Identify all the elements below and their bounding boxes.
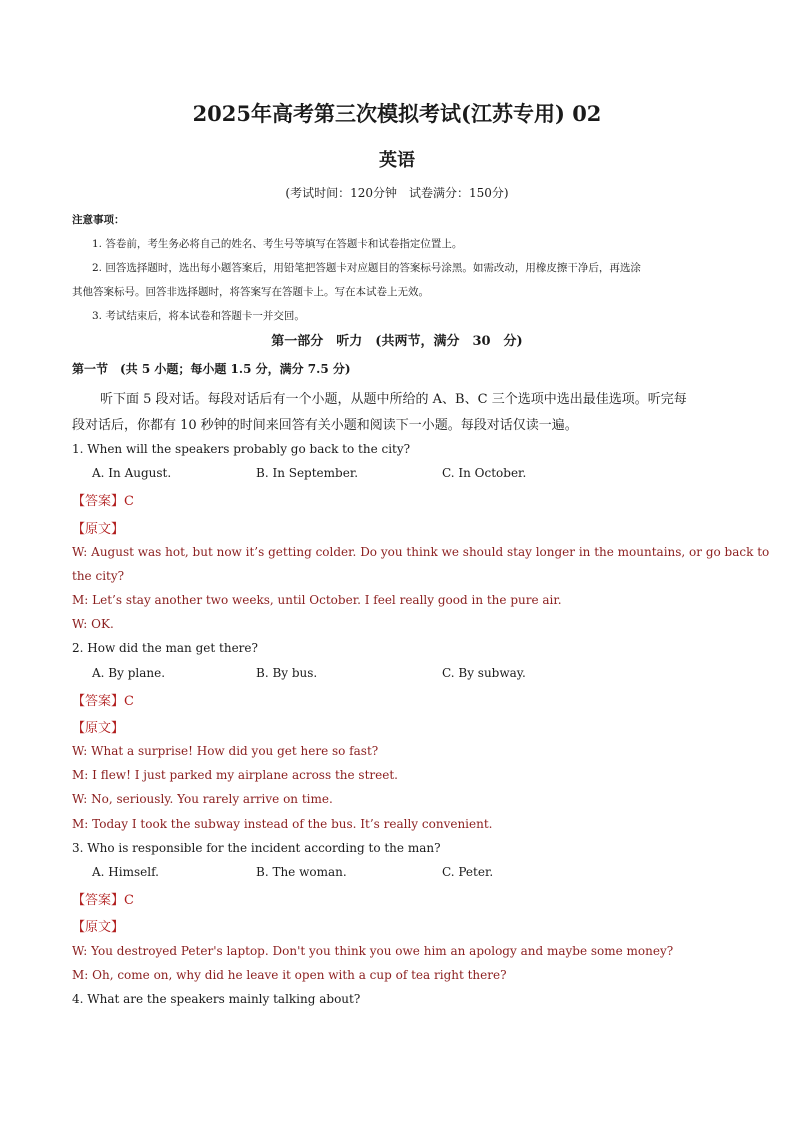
transcript-label: 【原文】 — [72, 522, 125, 537]
instructions-line: 段对话后，你都有 10 秒钟的时间来回答有关小题和阅读下一小题。每段对话仅读一遍。 — [72, 418, 578, 433]
option-c: C. In October. — [442, 466, 527, 480]
option-c: C. Peter. — [442, 865, 494, 879]
option-a: A. By plane. — [92, 666, 166, 680]
section-heading: 第一节 (共 5 小题；每小题 1.5 分，满分 7.5 分) — [72, 362, 351, 376]
answer-label: 【答案】 — [72, 694, 125, 709]
option-a: A. Himself. — [92, 865, 159, 879]
answer-value: C — [124, 494, 134, 509]
option-b: B. The woman. — [256, 865, 347, 879]
transcript-line: W: OK. — [72, 617, 114, 631]
answer-line — [72, 490, 134, 509]
transcript-line: W: You destroyed Peter's laptop. Don't you think you owe him an apology and maybe some money? — [72, 944, 674, 958]
notice-item: 2. 回答选择题时，选出每小题答案后，用铅笔把答题卡对应题目的答案标号涂黑。如需改动，用橡皮擦干净后，再选涂 — [92, 262, 641, 274]
transcript-line: M: Oh, come on, why did he leave it open with a cup of tea right there? — [72, 968, 507, 982]
transcript-line: W: No, seriously. You rarely arrive on time. — [72, 792, 333, 806]
question-stem: 1. When will the speakers probably go back to the city? — [72, 442, 411, 456]
answer-label: 【答案】 — [72, 893, 125, 908]
subject-heading: 英语 — [379, 150, 415, 171]
option-c: C. By subway. — [442, 666, 526, 680]
transcript-line: M: Today I took the subway instead of the bus. It’s really convenient. — [72, 817, 493, 831]
question-stem: 3. Who is responsible for the incident according to the man? — [72, 841, 441, 855]
question-stem: 2. How did the man get there? — [72, 641, 258, 655]
answer-value: C — [124, 893, 134, 908]
exam-info: (考试时间：120分钟 试卷满分：150分) — [285, 186, 509, 200]
option-b: B. By bus. — [256, 666, 318, 680]
notice-item: 3. 考试结束后，将本试卷和答题卡一并交回。 — [92, 310, 305, 322]
question-stem: 4. What are the speakers mainly talking about? — [72, 992, 361, 1006]
transcript-line: M: I flew! I just parked my airplane across the street. — [72, 768, 398, 782]
notice-heading: 注意事项： — [72, 214, 125, 226]
instructions-line: 听下面 5 段对话。每段对话后有一个小题，从题中所给的 A、B、C 三个选项中选出最佳选项。听完每 — [100, 392, 687, 407]
notice-item: 1. 答卷前，考生务必将自己的姓名、考生号等填写在答题卡和试卷指定位置上。 — [92, 238, 463, 250]
transcript-line: M: Let’s stay another two weeks, until October. I feel really good in the pure air. — [72, 593, 562, 607]
answer-line — [72, 690, 134, 709]
transcript-line: W: What a surprise! How did you get here so fast? — [72, 744, 379, 758]
answer-line — [72, 889, 134, 908]
exam-title: 2025年高考第三次模拟考试(江苏专用) 02 — [192, 101, 602, 126]
part-heading: 第一部分 听力 (共两节，满分 30 分) — [271, 334, 523, 349]
answer-value: C — [124, 694, 134, 709]
answer-label: 【答案】 — [72, 494, 125, 509]
transcript-line: W: August was hot, but now it’s getting colder. Do you think we should stay longer in the mountains, or go back to — [72, 545, 770, 559]
option-a: A. In August. — [92, 466, 172, 480]
transcript-label: 【原文】 — [72, 920, 125, 935]
option-b: B. In September. — [256, 466, 359, 480]
transcript-line: the city? — [72, 569, 125, 583]
transcript-label: 【原文】 — [72, 721, 125, 736]
notice-item: 其他答案标号。回答非选择题时，将答案写在答题卡上。写在本试卷上无效。 — [72, 286, 429, 298]
